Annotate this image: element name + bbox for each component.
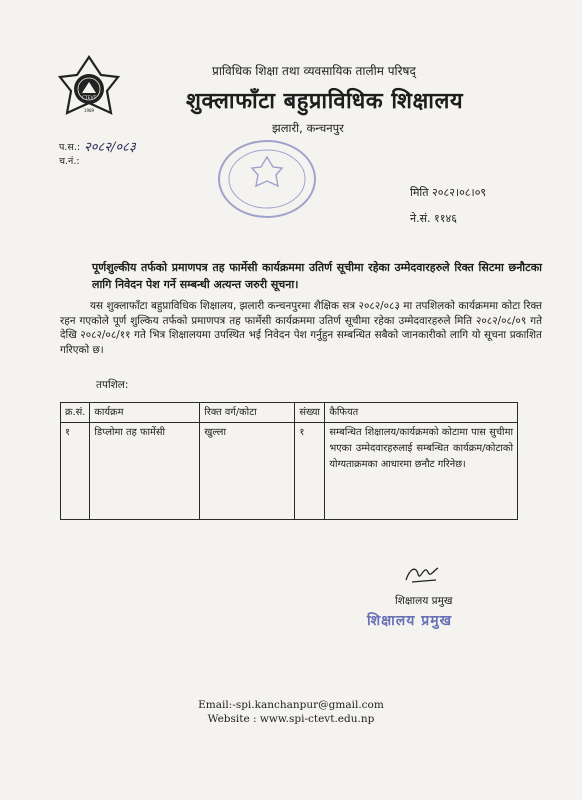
institution-title: शुक्लाफाँटा बहुप्राविधिक शिक्षालय [186,89,464,114]
col-serial: क्र.सं. [61,403,90,423]
signatory-title: शिक्षालय प्रमुख [395,595,453,607]
table-row [61,423,518,520]
footer-email: Email:-spi.kanchanpur@gmail.com [198,699,384,711]
col-count: संख्या [295,403,325,423]
cell-count: १ [295,423,325,520]
details-label: तपशिल: [96,379,129,391]
cn-label: च.नं.: [59,156,80,167]
council-name: प्राविधिक शिक्षा तथा व्यवसायिक तालीम परिषद् [212,64,416,78]
cell-program: डिप्लोमा तह फार्मेसी [90,423,200,520]
col-remarks: कैफियत [325,403,518,423]
ctevt-logo [58,55,120,119]
issue-date: मिति २०८२।०८।०९ [410,186,487,199]
notice-body-text: यस शुक्लाफाँटा बहुप्राविधिक शिक्षालय, झलारी कन्चनपुरमा शैक्षिक सत्र २०८२/०८३ मा तपशिलको कार्यक्रममा कोटा रिक्त रहन गएकोले पूर्ण शुल्किय तर्फको प्रमाणपत्र तह फार्मेसी कार्यक्रममा उतिर्ण सूचीमा रहेका उम्मेदवारहरुले मिति २०८२/०८/०९ गते देखि २०८२/०८/११ गते भित्र शिक्षालयमा उपस्थित भई निवेदन पेश गर्नुहुन सम्बन्धित सबैको जानकारीको लागि यो सूचना प्रकाशित गरिएको छ। [60,300,542,356]
office-stamp [215,137,320,222]
signatory-stamp: शिक्षालय प्रमुख [367,613,453,629]
ps-label: प.स.: [59,142,81,153]
cell-remarks: सम्बन्धित शिक्षालय/कार्यक्रमको कोटामा पास सुचीमा भएका उम्मेदवारहरुलाई सम्बन्धित कार्यक्रम/कोटाको योग्यताक्रमका आधारमा छनौट गरिनेछ। [325,423,518,520]
table-header-row [61,403,518,423]
logo-year: 1989 [83,108,95,113]
footer-website: Website : www.spi-ctevt.edu.np [207,713,375,725]
signature [402,560,442,590]
cell-serial: १ [61,423,90,520]
institution-address: झलारी, कन्चनपुर [272,121,344,135]
cell-quota: खुल्ला [200,423,295,520]
col-program: कार्यक्रम [90,403,200,423]
notice-subject: पूर्णशुल्कीय तर्फको प्रमाणपत्र तह फार्मेसी कार्यक्रममा उतिर्ण सूचीमा रहेका उम्मेदवारहरुले रिक्त सिटमा छनौटका लागि निवेदन पेश गर्ने सम्बन्धी अत्यन्त जरुरी सूचना। [92,261,542,291]
vacancy-table [60,402,518,520]
nepal-samvat-number: ने.सं. ११४६ [410,212,457,225]
logo-text: CTEVT [81,96,97,101]
ps-value: २०८२/०८३ [84,140,136,155]
col-quota: रिक्त वर्ग/कोटा [200,403,295,423]
notice-body [60,299,542,357]
